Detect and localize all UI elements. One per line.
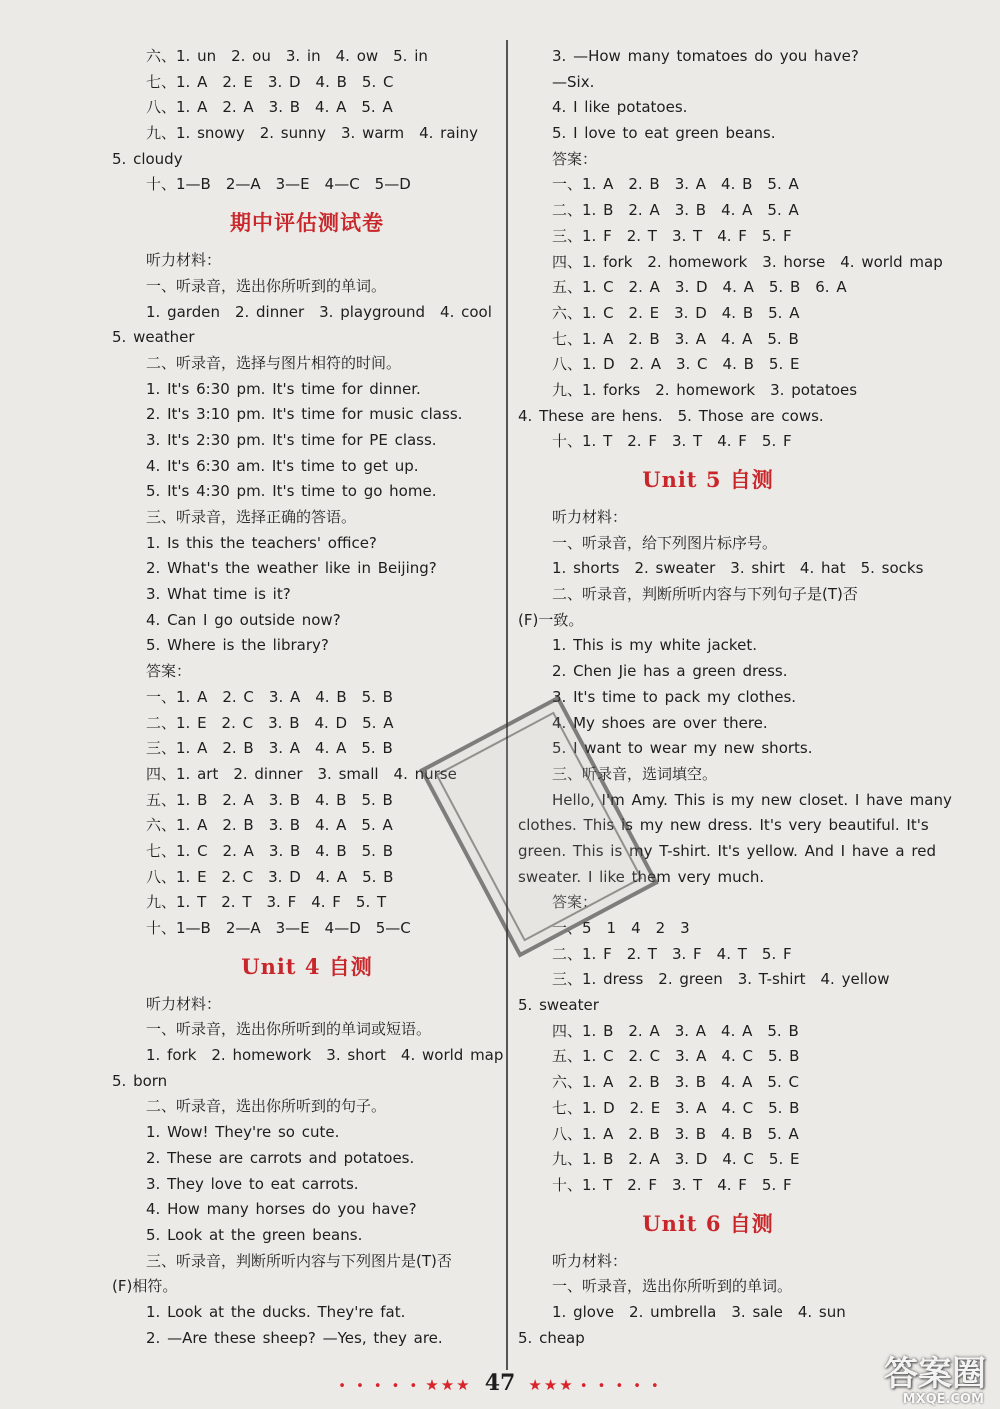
- text-line: 1. Is this the teachers' office?: [146, 533, 377, 552]
- text-line: 六、1. A 2. B 3. B 4. A 5. C: [552, 1073, 799, 1092]
- text-line: 二、1. E 2. C 3. B 4. D 5. A: [146, 713, 394, 732]
- text-line: 六、1. C 2. E 3. D 4. B 5. A: [552, 303, 800, 322]
- text-line: 一、听录音，选出你所听到的单词。: [552, 1277, 793, 1296]
- footer-dots-left: • • • • •: [338, 1379, 421, 1394]
- text-line: 八、1. D 2. A 3. C 4. B 5. E: [552, 355, 800, 374]
- text-line: 八、1. A 2. A 3. B 4. A 5. A: [146, 98, 393, 117]
- text-line: 一、5 1 4 2 3: [552, 919, 690, 937]
- text-line: 七、1. D 2. E 3. A 4. C 5. B: [552, 1098, 800, 1117]
- text-line: 八、1. A 2. B 3. B 4. B 5. A: [552, 1124, 799, 1143]
- text-line: 七、1. A 2. B 3. A 4. A 5. B: [552, 329, 799, 348]
- section-heading: Unit 4 自测: [241, 953, 373, 979]
- text-line: 1. fork 2. homework 3. short 4. world map: [146, 1046, 504, 1065]
- text-line: 一、听录音，给下列图片标序号。: [552, 533, 778, 552]
- text-line: 3. What time is it?: [146, 585, 291, 604]
- text-line: 2. These are carrots and potatoes.: [146, 1148, 415, 1167]
- text-line: 一、1. A 2. C 3. A 4. B 5. B: [146, 687, 393, 706]
- text-line: 二、听录音，判断所听内容与下列句子是(T)否: [552, 585, 858, 604]
- text-line: 二、1. F 2. T 3. F 4. T 5. F: [552, 944, 792, 963]
- watermark-logo: 答案圈: [884, 1354, 986, 1394]
- page-number: 47: [484, 1370, 516, 1396]
- text-line: 四、1. B 2. A 3. A 4. A 5. B: [552, 1021, 799, 1040]
- text-line: 四、1. art 2. dinner 3. small 4. nurse: [146, 764, 457, 783]
- left-column: [112, 44, 502, 1351]
- text-line: 5. cheap: [518, 1328, 585, 1347]
- text-line: 听力材料：: [552, 508, 628, 526]
- text-line: 1. Look at the ducks. They're fat.: [146, 1302, 406, 1321]
- text-line: 1. It's 6:30 pm. It's time for dinner.: [146, 379, 421, 398]
- text-line: 听力材料：: [146, 251, 222, 270]
- text-line: 十、1. T 2. F 3. T 4. F 5. F: [552, 432, 792, 451]
- text-line: (F)相符。: [112, 1277, 178, 1296]
- text-line: 4. My shoes are over there.: [552, 713, 768, 732]
- text-line: 4. It's 6:30 am. It's time to get up.: [146, 456, 419, 475]
- text-line: 五、1. C 2. A 3. D 4. A 5. B 6. A: [552, 278, 847, 297]
- text-line: 三、听录音，选词填空。: [552, 764, 718, 783]
- watermark-url: MXQE.COM: [902, 1392, 984, 1407]
- column-divider: [506, 40, 508, 1370]
- text-line: 2. —Are these sheep? —Yes, they are.: [146, 1328, 443, 1347]
- text-line: 5. sweater: [518, 996, 599, 1015]
- text-line: 三、听录音，判断所听内容与下列图片是(T)否: [146, 1251, 452, 1270]
- text-line: 答案：: [552, 893, 598, 912]
- text-line: 二、1. B 2. A 3. B 4. A 5. A: [552, 201, 799, 220]
- text-line: 六、1. un 2. ou 3. in 4. ow 5. in: [146, 47, 428, 65]
- right-column: [518, 44, 952, 1351]
- text-line: 九、1. snowy 2. sunny 3. warm 4. rainy: [146, 124, 479, 143]
- section-heading: 期中评估测试卷: [230, 210, 384, 236]
- text-line: 三、1. A 2. B 3. A 4. A 5. B: [146, 739, 393, 758]
- text-line: 听力材料：: [146, 994, 222, 1013]
- text-line: 4. How many horses do you have?: [146, 1200, 417, 1219]
- text-line: 十、1. T 2. F 3. T 4. F 5. F: [552, 1175, 792, 1194]
- text-line: 5. cloudy: [112, 149, 183, 168]
- text-line: —Six.: [552, 72, 595, 91]
- text-line: 一、听录音，选出你所听到的单词。: [146, 276, 387, 295]
- text-line: 答案：: [146, 662, 192, 681]
- text-line: 1. This is my white jacket.: [552, 636, 757, 655]
- text-line: 5. It's 4:30 pm. It's time to go home.: [146, 482, 437, 501]
- text-line: Hello, I'm Amy. This is my new closet. I have many: [552, 790, 952, 809]
- section-heading: Unit 6 自测: [642, 1210, 774, 1236]
- text-line: 一、1. A 2. B 3. A 4. B 5. A: [552, 175, 799, 194]
- text-line: 2. Chen Jie has a green dress.: [552, 662, 788, 681]
- text-line: 3. —How many tomatoes do you have?: [552, 47, 859, 65]
- text-line: 答案：: [552, 149, 598, 168]
- footer-stars-right: ★★★: [528, 1376, 575, 1394]
- text-line: 二、听录音，选出你所听到的句子。: [146, 1097, 387, 1116]
- text-line: sweater. I like them very much.: [518, 867, 765, 886]
- text-line: 五、1. B 2. A 3. B 4. B 5. B: [146, 790, 393, 809]
- text-line: 4. Can I go outside now?: [146, 610, 341, 629]
- text-line: 十、1—B 2—A 3—E 4—C 5—D: [146, 175, 411, 194]
- text-line: 1. shorts 2. sweater 3. shirt 4. hat 5. socks: [552, 559, 924, 578]
- text-line: 六、1. A 2. B 3. B 4. A 5. A: [146, 816, 393, 835]
- footer-dots-right: • • • • •: [579, 1379, 662, 1394]
- text-line: 5. I love to eat green beans.: [552, 124, 776, 143]
- text-line: 九、1. forks 2. homework 3. potatoes: [552, 380, 858, 399]
- section-heading: Unit 5 自测: [642, 467, 774, 492]
- text-line: 九、1. T 2. T 3. F 4. F 5. T: [146, 893, 387, 912]
- text-line: 2. It's 3:10 pm. It's time for music class.: [146, 405, 463, 424]
- text-line: 3. They love to eat carrots.: [146, 1174, 359, 1193]
- text-line: green. This is my T-shirt. It's yellow. And I have a red: [518, 841, 936, 860]
- text-line: 1. glove 2. umbrella 3. sale 4. sun: [552, 1302, 846, 1321]
- text-line: 3. It's time to pack my clothes.: [552, 687, 797, 706]
- page-footer: [0, 1370, 1000, 1396]
- text-line: 九、1. B 2. A 3. D 4. C 5. E: [552, 1150, 800, 1169]
- text-line: 七、1. C 2. A 3. B 4. B 5. B: [146, 841, 394, 860]
- text-line: 十、1—B 2—A 3—E 4—D 5—C: [146, 919, 411, 937]
- text-line: 5. weather: [112, 328, 195, 347]
- text-line: 三、1. dress 2. green 3. T-shirt 4. yellow: [552, 970, 890, 989]
- text-line: 5. Where is the library?: [146, 636, 329, 655]
- text-line: 二、听录音，选择与图片相符的时间。: [146, 353, 402, 372]
- text-line: 听力材料：: [552, 1251, 628, 1270]
- text-line: 1. garden 2. dinner 3. playground 4. cool: [146, 302, 492, 321]
- footer-stars-left: ★★★: [425, 1376, 472, 1394]
- text-line: 七、1. A 2. E 3. D 4. B 5. C: [146, 72, 394, 91]
- text-line: (F)一致。: [518, 610, 584, 629]
- text-line: 一、听录音，选出你所听到的单词或短语。: [146, 1020, 432, 1039]
- text-line: 5. Look at the green beans.: [146, 1225, 363, 1244]
- text-line: 四、1. fork 2. homework 3. horse 4. world map: [552, 252, 943, 271]
- text-line: 1. Wow! They're so cute.: [146, 1123, 340, 1142]
- text-line: 5. I want to wear my new shorts.: [552, 739, 813, 758]
- text-line: 三、1. F 2. T 3. T 4. F 5. F: [552, 226, 792, 245]
- text-line: 八、1. E 2. C 3. D 4. A 5. B: [146, 867, 394, 886]
- text-line: 5. born: [112, 1071, 168, 1090]
- text-line: clothes. This is my new dress. It's very beautiful. It's: [518, 816, 929, 835]
- text-line: 4. I like potatoes.: [552, 98, 688, 117]
- text-line: 五、1. C 2. C 3. A 4. C 5. B: [552, 1047, 800, 1066]
- text-line: 3. It's 2:30 pm. It's time for PE class.: [146, 430, 437, 449]
- text-line: 三、听录音，选择正确的答语。: [146, 508, 357, 526]
- text-line: 2. What's the weather like in Beijing?: [146, 559, 437, 578]
- text-line: 4. These are hens. 5. Those are cows.: [518, 406, 824, 425]
